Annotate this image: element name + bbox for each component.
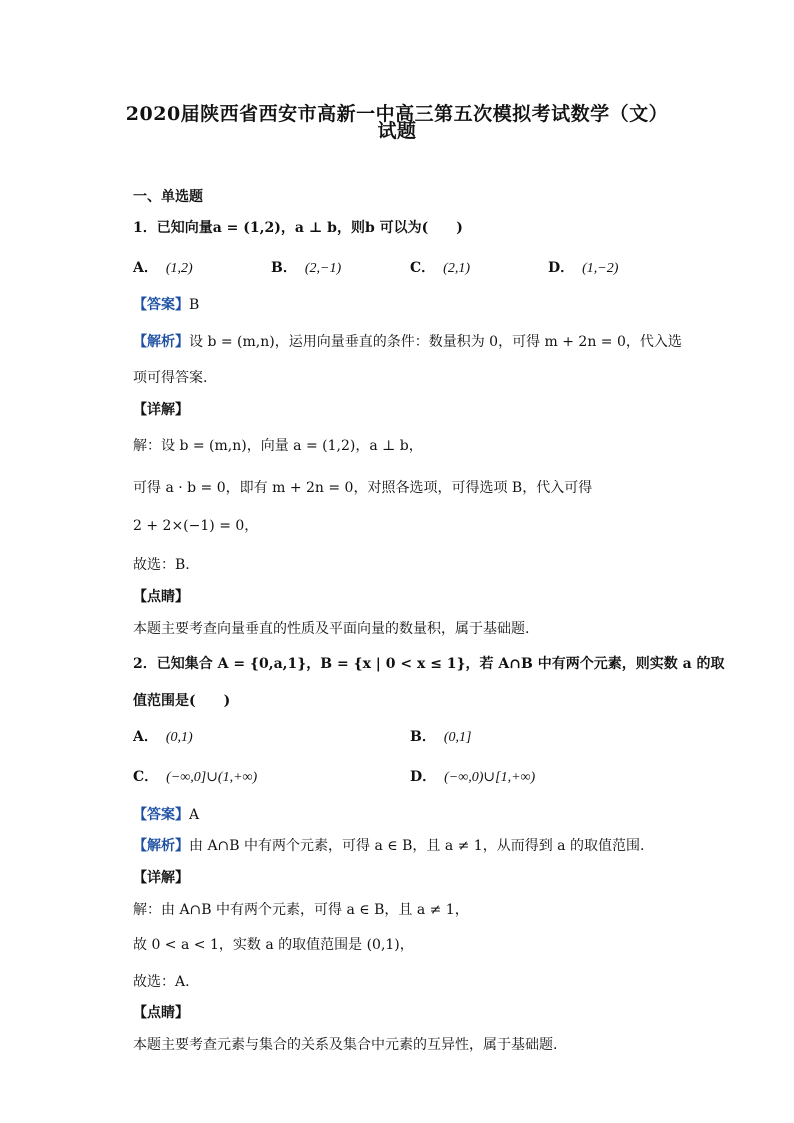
q2-option-a bbox=[133, 728, 193, 747]
doc-title-line1: 2020届陕西省西安市高新一中高三第五次模拟考试数学（文） bbox=[125, 103, 669, 125]
q2-detail-1: 解：由 A∩B 中有两个元素，可得 a ∈ B，且 a ≠ 1， bbox=[133, 902, 469, 918]
q2-comment: 本题主要考查元素与集合的关系及集合中元素的互异性，属于基础题. bbox=[133, 1037, 558, 1053]
q2-comment-tag: 【点睛】 bbox=[133, 1005, 189, 1021]
option-text: (−∞,0)∪[1,+∞) bbox=[444, 770, 536, 785]
option-letter: D． bbox=[410, 769, 437, 785]
option-letter: A． bbox=[133, 729, 158, 745]
doc-title-line2: 试题 bbox=[377, 120, 417, 142]
option-letter: D． bbox=[548, 260, 575, 276]
q1-comment-tag: 【点睛】 bbox=[133, 589, 189, 605]
option-text: (2,1) bbox=[443, 261, 470, 276]
option-text: (1,2) bbox=[165, 261, 193, 276]
analysis-text: 设 b = (m,n)，运用向量垂直的条件：数量积为 0，可得 m + 2n = 0，代入选 bbox=[189, 334, 682, 350]
option-text: (2,−1) bbox=[304, 261, 342, 276]
q2-stem-2: 值范围是( ) bbox=[133, 693, 231, 709]
q1-detail-1: 解：设 b = (m,n)，向量 a = (1,2)，a ⊥ b， bbox=[133, 438, 423, 454]
analysis-tag: 【解析】 bbox=[133, 334, 189, 350]
analysis-tag: 【解析】 bbox=[133, 838, 189, 854]
q2-option-b bbox=[410, 728, 471, 747]
analysis-text: 由 A∩B 中有两个元素，可得 a ∈ B，且 a ≠ 1，从而得到 a 的取值范围. bbox=[189, 838, 645, 854]
q1-stem: 1．已知向量a = (1,2)，a ⊥ b，则b 可以为( ) bbox=[133, 220, 463, 236]
q2-answer bbox=[133, 806, 199, 824]
q1-option-d bbox=[548, 259, 618, 278]
option-letter: B． bbox=[271, 260, 297, 276]
q1-option-b bbox=[271, 259, 341, 278]
q1-detail-4: 故选：B. bbox=[133, 557, 190, 573]
answer-value: A bbox=[189, 807, 200, 823]
answer-tag: 【答案】 bbox=[133, 297, 189, 313]
q1-option-c bbox=[410, 259, 470, 278]
q1-option-a bbox=[133, 259, 193, 278]
option-letter: B． bbox=[410, 729, 436, 745]
q2-stem-1: 2．已知集合 A = {0,a,1}，B = {x | 0 < x ≤ 1}，若 A∩B 中有两个元素，则实数 a 的取 bbox=[133, 656, 725, 672]
q1-analysis-cont: 项可得答案. bbox=[133, 370, 208, 386]
section-heading: 一、单选题 bbox=[133, 189, 203, 205]
q1-answer bbox=[133, 296, 199, 314]
q2-option-c bbox=[133, 768, 257, 787]
option-text: (0,1] bbox=[443, 730, 472, 745]
option-letter: C． bbox=[133, 769, 159, 785]
answer-tag: 【答案】 bbox=[133, 807, 189, 823]
option-text: (1,−2) bbox=[582, 261, 619, 276]
q1-analysis bbox=[133, 333, 682, 351]
q1-detail-tag: 【详解】 bbox=[133, 402, 189, 418]
option-text: (0,1) bbox=[165, 730, 193, 745]
q2-detail-3: 故选：A. bbox=[133, 974, 190, 990]
q2-option-d bbox=[410, 768, 535, 787]
option-text: (−∞,0]∪(1,+∞) bbox=[166, 770, 258, 785]
q1-comment: 本题主要考查向量垂直的性质及平面向量的数量积，属于基础题. bbox=[133, 621, 530, 637]
q2-analysis bbox=[133, 837, 644, 855]
q2-detail-tag: 【详解】 bbox=[133, 870, 189, 886]
option-letter: C． bbox=[410, 260, 436, 276]
option-letter: A． bbox=[133, 260, 158, 276]
answer-value: B bbox=[189, 297, 200, 313]
q1-detail-2: 可得 a · b = 0，即有 m + 2n = 0，对照各选项，可得选项 B，代入可得 bbox=[133, 480, 593, 496]
q2-detail-2: 故 0 < a < 1，实数 a 的取值范围是 (0,1)， bbox=[133, 937, 414, 953]
q1-detail-3: 2 + 2×(−1) = 0， bbox=[133, 518, 259, 534]
